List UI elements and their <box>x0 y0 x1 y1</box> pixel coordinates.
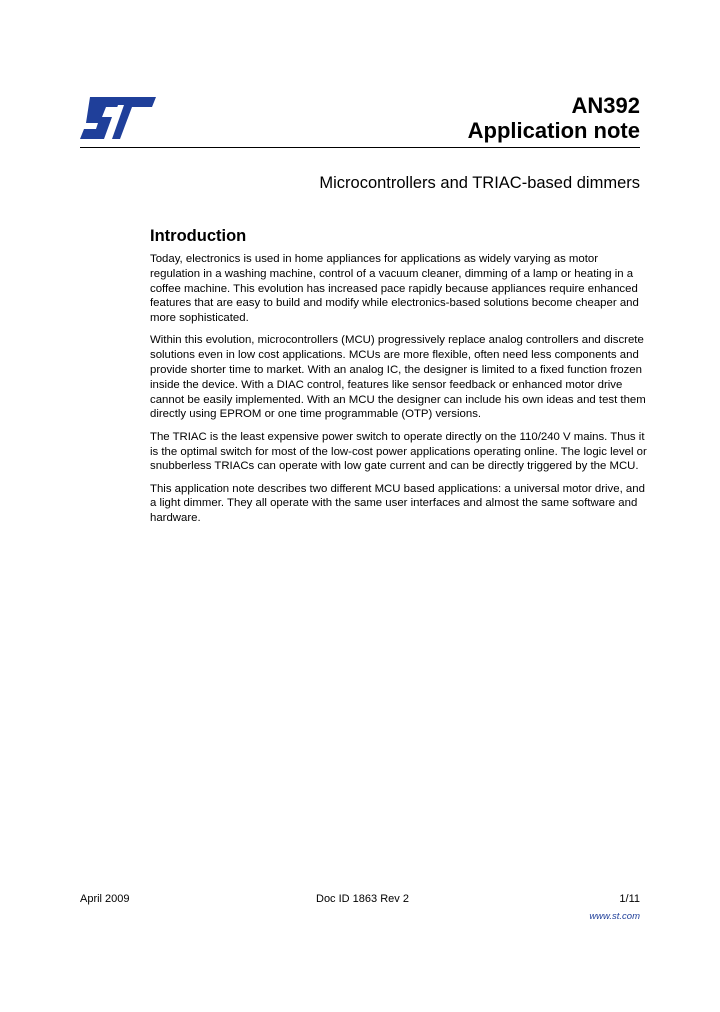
footer-website-link[interactable]: www.st.com <box>589 911 640 922</box>
paragraph: Within this evolution, microcontrollers (MCU) progressively replace analog controllers and discrete solutions even in low cost applications. MCUs are more flexible, often need less components and provide shorter time to market. With an analog IC, the designer is limited to a fixed function frozen inside the device. With a DIAC control, features like sensor feedback or enhanced motor drive cannot be easily implemented. With an MCU the designer can include his own ideas and test them directly using EPROM or one time programmable (OTP) versions. <box>150 334 646 421</box>
paragraph: Today, electronics is used in home appliances for applications as widely varying as motor regulation in a washing machine, control of a vacuum cleaner, dimming of a lamp or heating in a coffee machine. This evolution has increased pace rapidly because appliances require enhanced features that are easy to build and modify while electronics-based solutions become cheaper and more sophisticated. <box>150 253 639 325</box>
paragraph: The TRIAC is the least expensive power switch to operate directly on the 110/240 V mains. Thus it is the optimal switch for most of the low-cost power applications operating online. The logic level or snubberless TRIACs can operate with low gate current and can be directly triggered by the MCU. <box>150 430 647 473</box>
footer-page-number: 1/11 <box>619 893 640 905</box>
footer-date: April 2009 <box>80 893 130 905</box>
section-heading: Introduction <box>150 227 247 245</box>
st-logo <box>80 93 158 143</box>
paragraph: This application note describes two different MCU based applications: a universal motor drive, and a light dimmer. They all operate with the same user interfaces and almost the same software and hardware. <box>150 482 645 525</box>
body-text <box>150 252 650 534</box>
document-number: AN392 <box>571 93 640 118</box>
footer-doc-id: Doc ID 1863 Rev 2 <box>316 893 409 905</box>
document-type: Application note <box>467 118 640 143</box>
header-divider <box>80 147 640 148</box>
document-subtitle: Microcontrollers and TRIAC-based dimmers <box>319 174 640 192</box>
